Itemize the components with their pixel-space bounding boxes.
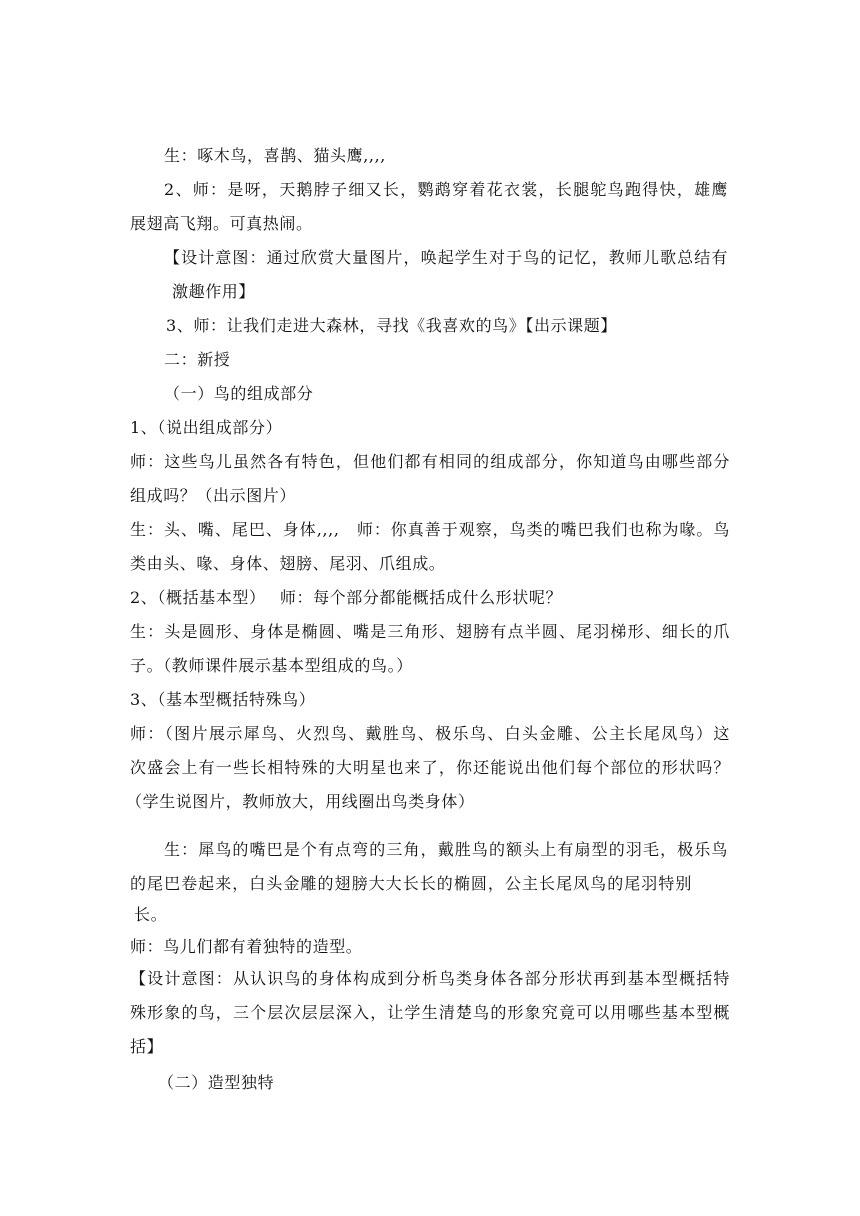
text-line-14: 2、（概括基本型） 师：每个部分都能概括成什么形状呢？ bbox=[130, 588, 563, 607]
text-line-27: 括】 bbox=[130, 1037, 164, 1056]
text-line-19: 次盛会上有一些长相特殊的大明星也来了，你还能说出他们每个部位的形状吗？ bbox=[130, 758, 730, 777]
text-line-26: 殊形象的鸟，三个层次层层深入，让学生清楚鸟的形象究竟可以用哪些基本型概 bbox=[130, 1003, 730, 1022]
text-line-22: 的尾巴卷起来，白头金雕的翅膀大大长长的椭圆，公主长尾凤鸟的尾羽特别 bbox=[130, 874, 692, 893]
text-line-7: 二：新授 bbox=[164, 350, 231, 369]
text-line-8: （一）鸟的组成部分 bbox=[164, 384, 314, 403]
text-line-6: 3、师：让我们走进大森林，寻找《我喜欢的鸟》【出示课题】 bbox=[166, 316, 617, 335]
text-line-18: 师：（图片展示犀鸟、火烈鸟、戴胜鸟、极乐鸟、白头金雕、公主长尾凤鸟）这 bbox=[130, 724, 730, 743]
text-line-10: 师：这些鸟儿虽然各有特色，但他们都有相同的组成部分，你知道鸟由哪些部分 bbox=[130, 452, 730, 471]
text-line-23: 长。 bbox=[134, 905, 168, 924]
text-line-1: 生：啄木鸟，喜鹊、猫头鹰,,,, bbox=[164, 146, 386, 165]
text-line-24: 师：鸟儿们都有着独特的造型。 bbox=[130, 937, 363, 956]
text-line-21: 生：犀鸟的嘴巴是个有点弯的三角，戴胜鸟的额头上有扇型的羽毛，极乐鸟 bbox=[164, 840, 728, 859]
text-line-15: 生：头是圆形、身体是椭圆、嘴是三角形、翅膀有点半圆、尾羽梯形、细长的爪 bbox=[130, 622, 730, 641]
text-line-28: （二）造型独特 bbox=[158, 1073, 275, 1092]
text-line-25: 【设计意图：从认识鸟的身体构成到分析鸟类身体各部分形状再到基本型概括特 bbox=[130, 969, 730, 988]
text-line-17: 3、（基本型概括特殊鸟） bbox=[130, 690, 316, 709]
text-line-12: 生：头、嘴、尾巴、身体,,,, 师：你真善于观察，鸟类的嘴巴我们也称为喙。鸟 bbox=[130, 520, 730, 539]
text-line-16: 子。（教师课件展示基本型组成的鸟。） bbox=[130, 656, 413, 675]
text-line-11: 组成吗？（出示图片） bbox=[130, 486, 297, 505]
text-line-3: 展翅高飞翔。可真热闹。 bbox=[130, 214, 313, 233]
text-line-13: 类由头、喙、身体、翅膀、尾羽、爪组成。 bbox=[130, 554, 446, 573]
text-line-20: （学生说图片，教师放大，用线圈出鸟类身体） bbox=[126, 792, 475, 811]
text-line-9: 1、（说出组成部分） bbox=[130, 418, 283, 437]
text-line-2: 2、师：是呀，天鹅脖子细又长，鹦鹉穿着花衣裳，长腿鸵鸟跑得快，雄鹰 bbox=[164, 180, 728, 199]
text-line-5: 激趣作用】 bbox=[172, 282, 256, 301]
text-line-4: 【设计意图：通过欣赏大量图片，唤起学生对于鸟的记忆，教师儿歌总结有 bbox=[164, 248, 728, 267]
